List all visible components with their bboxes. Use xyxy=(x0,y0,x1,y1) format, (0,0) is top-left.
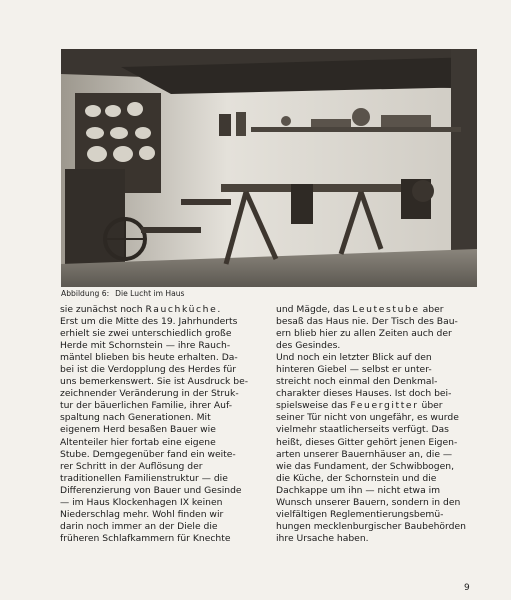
text-line: Niederschlag mehr. Wohl finden wir xyxy=(60,508,224,520)
text-line: wie das Fundament, der Schwibbogen, xyxy=(276,460,455,472)
text-line: vielfältigen Reglementierungsbemü- xyxy=(276,508,444,520)
text-line: spielsweise das Feuergitter über xyxy=(276,400,443,412)
text-line: — im Haus Klockenhagen IX keinen xyxy=(60,496,223,508)
text-line: streicht noch einmal den Denkmal- xyxy=(276,376,438,388)
emphasized-term: Leutestube xyxy=(352,304,420,315)
text-line: mäntel blieben bis heute erhalten. Da- xyxy=(60,352,238,364)
text-line: die Küche, der Schornstein und die xyxy=(276,472,437,484)
text-line: sie zunächst noch Rauchküche. xyxy=(60,304,222,315)
text-line: Und noch ein letzter Blick auf den xyxy=(276,352,432,364)
text-line: Wunsch unserer Bauern, sondern in den xyxy=(276,496,461,508)
text-line: ern blieb hier zu allen Zeiten auch der xyxy=(276,328,452,340)
figure-label: Abbildung 6: xyxy=(61,289,110,298)
left-text-column xyxy=(60,304,268,545)
text-line: Herde mit Schornstein — ihre Rauch- xyxy=(60,340,231,352)
text-line: Differenzierung von Bauer und Gesinde xyxy=(60,484,242,496)
text-line: Altenteiler hier fortab eine eigene xyxy=(60,436,216,448)
text-line: charakter dieses Hauses. Ist doch bei- xyxy=(276,388,452,400)
text-line: Stube. Demgegenüber fand ein weite- xyxy=(60,448,236,460)
right-text-column xyxy=(276,304,484,545)
text-line: vielmehr staatlicherseits verfügt. Das xyxy=(276,424,449,436)
text-line: und Mägde, das Leutestube aber xyxy=(276,304,444,315)
text-line: zeichnender Veränderung in der Struk- xyxy=(60,388,239,400)
text-line: darin noch immer an der Diele die xyxy=(60,520,218,532)
figure-title: Die Lucht im Haus xyxy=(115,289,185,298)
text-line: tur der bäuerlichen Familie, ihrer Auf- xyxy=(60,400,233,412)
text-line: hungen mecklenburgischer Baubehörden xyxy=(276,520,466,532)
text-line: seiner Tür nicht von ungefähr, es wurde xyxy=(276,412,459,424)
text-line: erhielt sie zwei unterschiedlich große xyxy=(60,328,232,340)
text-line: heißt, dieses Gitter gehört jenen Eigen- xyxy=(276,436,458,448)
text-line: rer Schritt in der Auflösung der xyxy=(60,460,203,472)
text-line: des Gesindes. xyxy=(276,340,341,352)
text-line: uns bemerkenswert. Sie ist Ausdruck be- xyxy=(60,376,249,388)
figure-caption xyxy=(61,289,191,298)
text-line: hinteren Giebel — selbst er unter- xyxy=(276,364,432,376)
text-line: spaltung nach Generationen. Mit xyxy=(60,412,211,424)
page-number: 9 xyxy=(464,583,470,593)
text-line: traditionellen Familienstruktur — die xyxy=(60,472,228,484)
text-line: bei ist die Verdopplung des Herdes für xyxy=(60,364,237,376)
text-line: arten unserer Bauernhäuser an, die — xyxy=(276,448,453,460)
text-line: Dachkappe um ihn — nicht etwa im xyxy=(276,484,441,496)
text-line: ihre Ursache haben. xyxy=(276,532,369,544)
text-line: besaß das Haus nie. Der Tisch des Bau- xyxy=(276,316,458,328)
emphasized-term: Feuergitter xyxy=(350,400,419,412)
photo-illustration xyxy=(61,49,477,287)
text-line: früheren Schlafkammern für Knechte xyxy=(60,532,231,544)
text-line: eigenem Herd besaßen Bauer wie xyxy=(60,424,216,436)
emphasized-term: Rauchküche. xyxy=(145,304,222,315)
interior-photo xyxy=(61,49,477,287)
text-line: Erst um die Mitte des 19. Jahrhunderts xyxy=(60,316,238,328)
